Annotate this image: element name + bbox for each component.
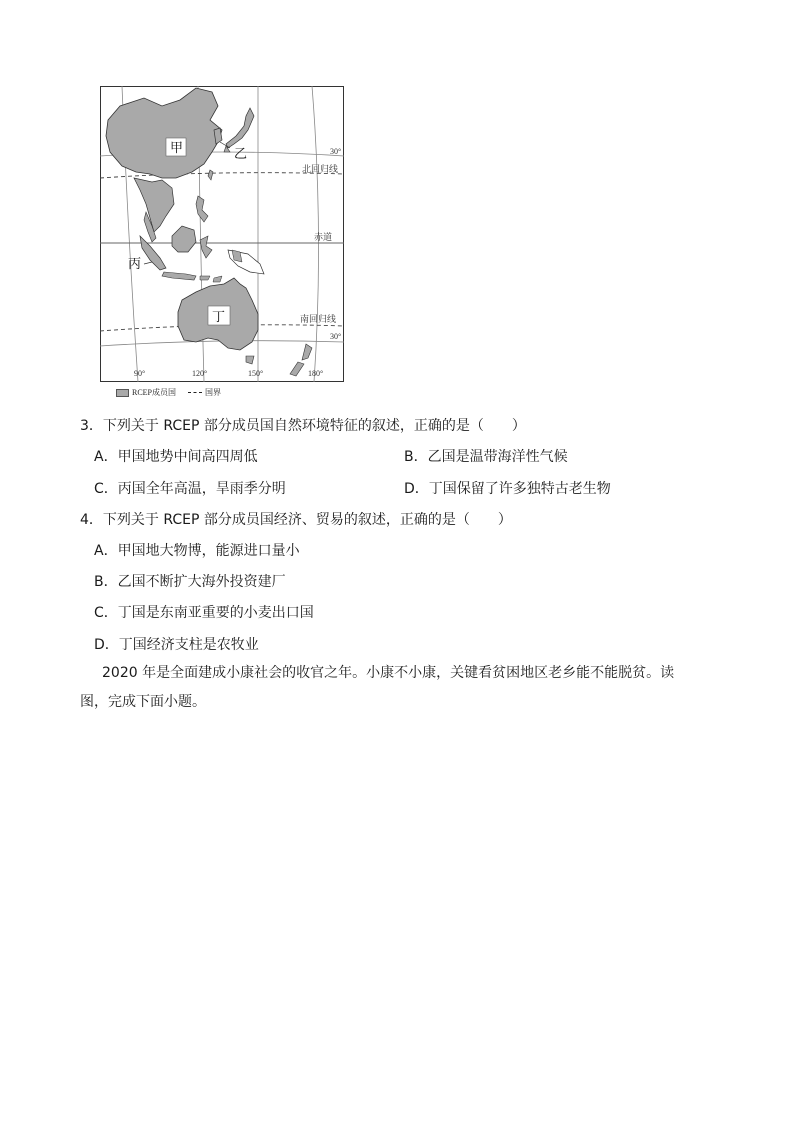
label-lon-180: 180°: [308, 369, 324, 378]
label-30s: 30°: [330, 332, 342, 341]
intro-line-1: 2020 年是全面建成小康社会的收官之年。小康不小康，关键看贫困地区老乡能不能脱贫。读: [102, 665, 675, 681]
map-figure: [100, 86, 344, 382]
question-4-option-a[interactable]: A．甲国地大物博，能源进口量小: [94, 543, 300, 559]
legend-member-label: RCEP成员国: [132, 388, 177, 397]
legend-member-swatch: [116, 389, 129, 397]
intro-line-2: 图，完成下面小题。: [80, 694, 206, 710]
map-legend: [116, 387, 221, 398]
label-bing: 丙: [128, 257, 142, 272]
label-jia: 甲: [170, 141, 184, 156]
label-tropic-cancer: 北回归线: [302, 165, 339, 175]
label-lon-120: 120°: [192, 369, 208, 378]
label-30n: 30°: [330, 147, 342, 156]
question-3-option-b[interactable]: B．乙国是温带海洋性气候: [404, 449, 568, 465]
label-tropic-capricorn: 南回归线: [300, 315, 337, 325]
intro-paragraph: [80, 659, 720, 717]
legend-border-label: 国界: [205, 388, 222, 397]
legend-border-swatch: [188, 392, 202, 393]
question-4-stem: 4．下列关于 RCEP 部分成员国经济、贸易的叙述，正确的是（ ）: [80, 512, 512, 528]
question-4-option-d[interactable]: D．丁国经济支柱是农牧业: [94, 637, 259, 653]
question-4-option-b[interactable]: B．乙国不断扩大海外投资建厂: [94, 574, 286, 590]
label-lon-90: 90°: [134, 369, 146, 378]
label-equator: 赤道: [314, 233, 333, 243]
label-yi: 乙: [234, 147, 248, 162]
label-lon-150: 150°: [248, 369, 264, 378]
question-3-stem: 3．下列关于 RCEP 部分成员国自然环境特征的叙述，正确的是（ ）: [80, 418, 526, 434]
question-3-option-d[interactable]: D．丁国保留了许多独特古老生物: [404, 481, 611, 497]
question-3-option-a[interactable]: A．甲国地势中间高四周低: [94, 449, 258, 465]
label-ding: 丁: [212, 310, 226, 325]
question-4-option-c[interactable]: C．丁国是东南亚重要的小麦出口国: [94, 605, 314, 621]
question-3-option-c[interactable]: C．丙国全年高温，旱雨季分明: [94, 481, 286, 497]
rcep-map: [100, 86, 344, 382]
